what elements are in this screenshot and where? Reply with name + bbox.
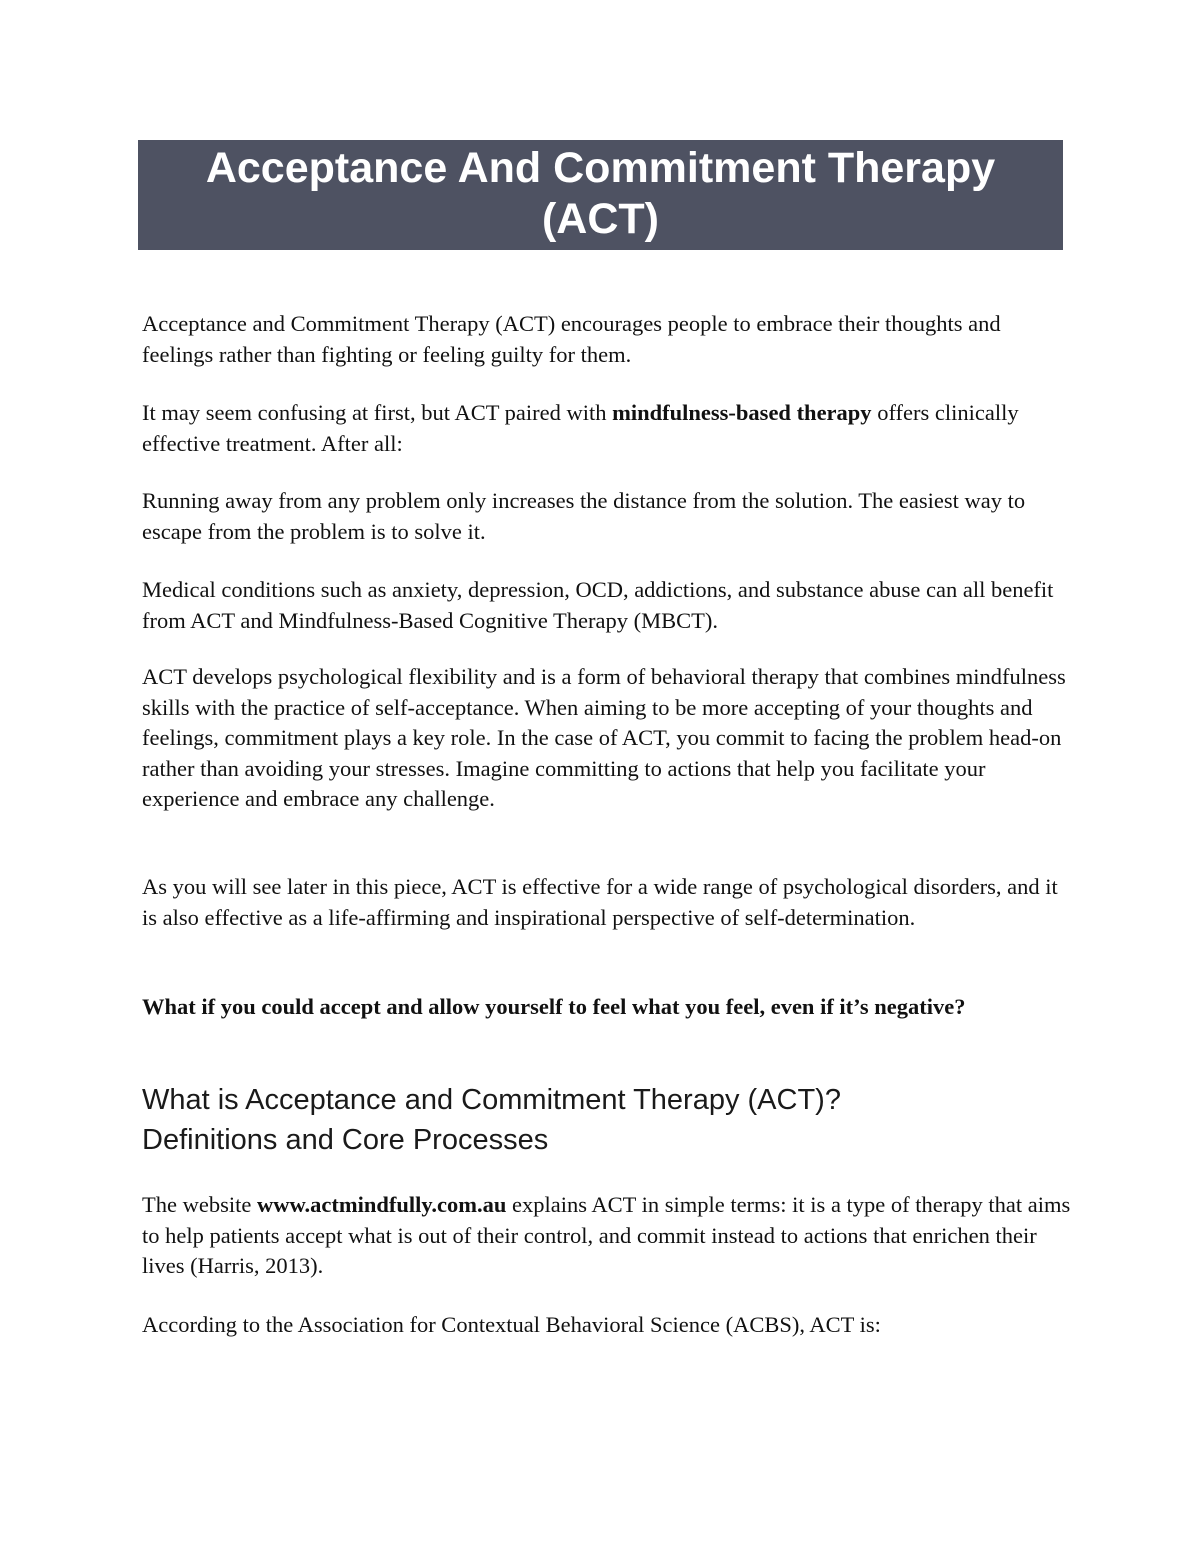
paragraph-medical-conditions: Medical conditions such as anxiety, depression, OCD, addictions, and substance abuse can all benefit from ACT and Mindfulness-Based Cognitive Therapy (MBCT). — [142, 577, 1054, 633]
section-heading-line-2: Definitions and Core Processes — [142, 1124, 549, 1156]
paragraph-acbs: According to the Association for Contextual Behavioral Science (ACBS), ACT is: — [142, 1312, 881, 1337]
title-line-2: (ACT) — [541, 195, 659, 243]
paragraph-website — [142, 1190, 1072, 1282]
paragraph-confusing-end: offers clinically effective treatment. After all: — [142, 400, 1019, 456]
mindfulness-therapy-bold: mindfulness-based therapy — [612, 400, 872, 425]
paragraph-confusing — [142, 398, 1072, 459]
section-heading — [142, 1080, 1072, 1160]
paragraph-confusing-start: It may seem confusing at first, but ACT paired with — [142, 400, 613, 425]
paragraph-website-start: The website — [142, 1192, 257, 1217]
paragraph-effective: As you will see later in this piece, ACT is effective for a wide range of psychological disorders, and it is also effective as a life-affirming and inspirational perspective of self-determination. — [142, 874, 1058, 930]
paragraph-intro: Acceptance and Commitment Therapy (ACT) encourages people to embrace their thoughts and feelings rather than fighting or feeling guilty for them. — [142, 311, 1001, 367]
section-heading-line-1: What is Acceptance and Commitment Therapy (ACT)? — [142, 1084, 841, 1116]
paragraph-act-develops: ACT develops psychological flexibility and is a form of behavioral therapy that combines mindfulness skills with the practice of self-acceptance. When aiming to be more accepting of your thoughts and feelings, commitment plays a key role. In the case of ACT, you commit to facing the problem head-on rather than avoiding your stresses. Imagine committing to actions that help you facilitate your experience and embrace any challenge. — [142, 664, 1066, 811]
title-line-1: Acceptance And Commitment Therapy — [205, 144, 996, 192]
website-link[interactable]: www.actmindfully.com.au — [256, 1192, 507, 1217]
paragraph-running-away: Running away from any problem only increases the distance from the solution. The easiest way to escape from the problem is to solve it. — [142, 488, 1026, 544]
paragraph-website-end: explains ACT in simple terms: it is a type of therapy that aims to help patients accept what is out of their control, and commit instead to actions that enrichen their lives (Harris, 2013). — [142, 1192, 1071, 1278]
title-banner — [138, 140, 1063, 250]
paragraph-question: What if you could accept and allow yourself to feel what you feel, even if it’s negative? — [142, 994, 966, 1019]
